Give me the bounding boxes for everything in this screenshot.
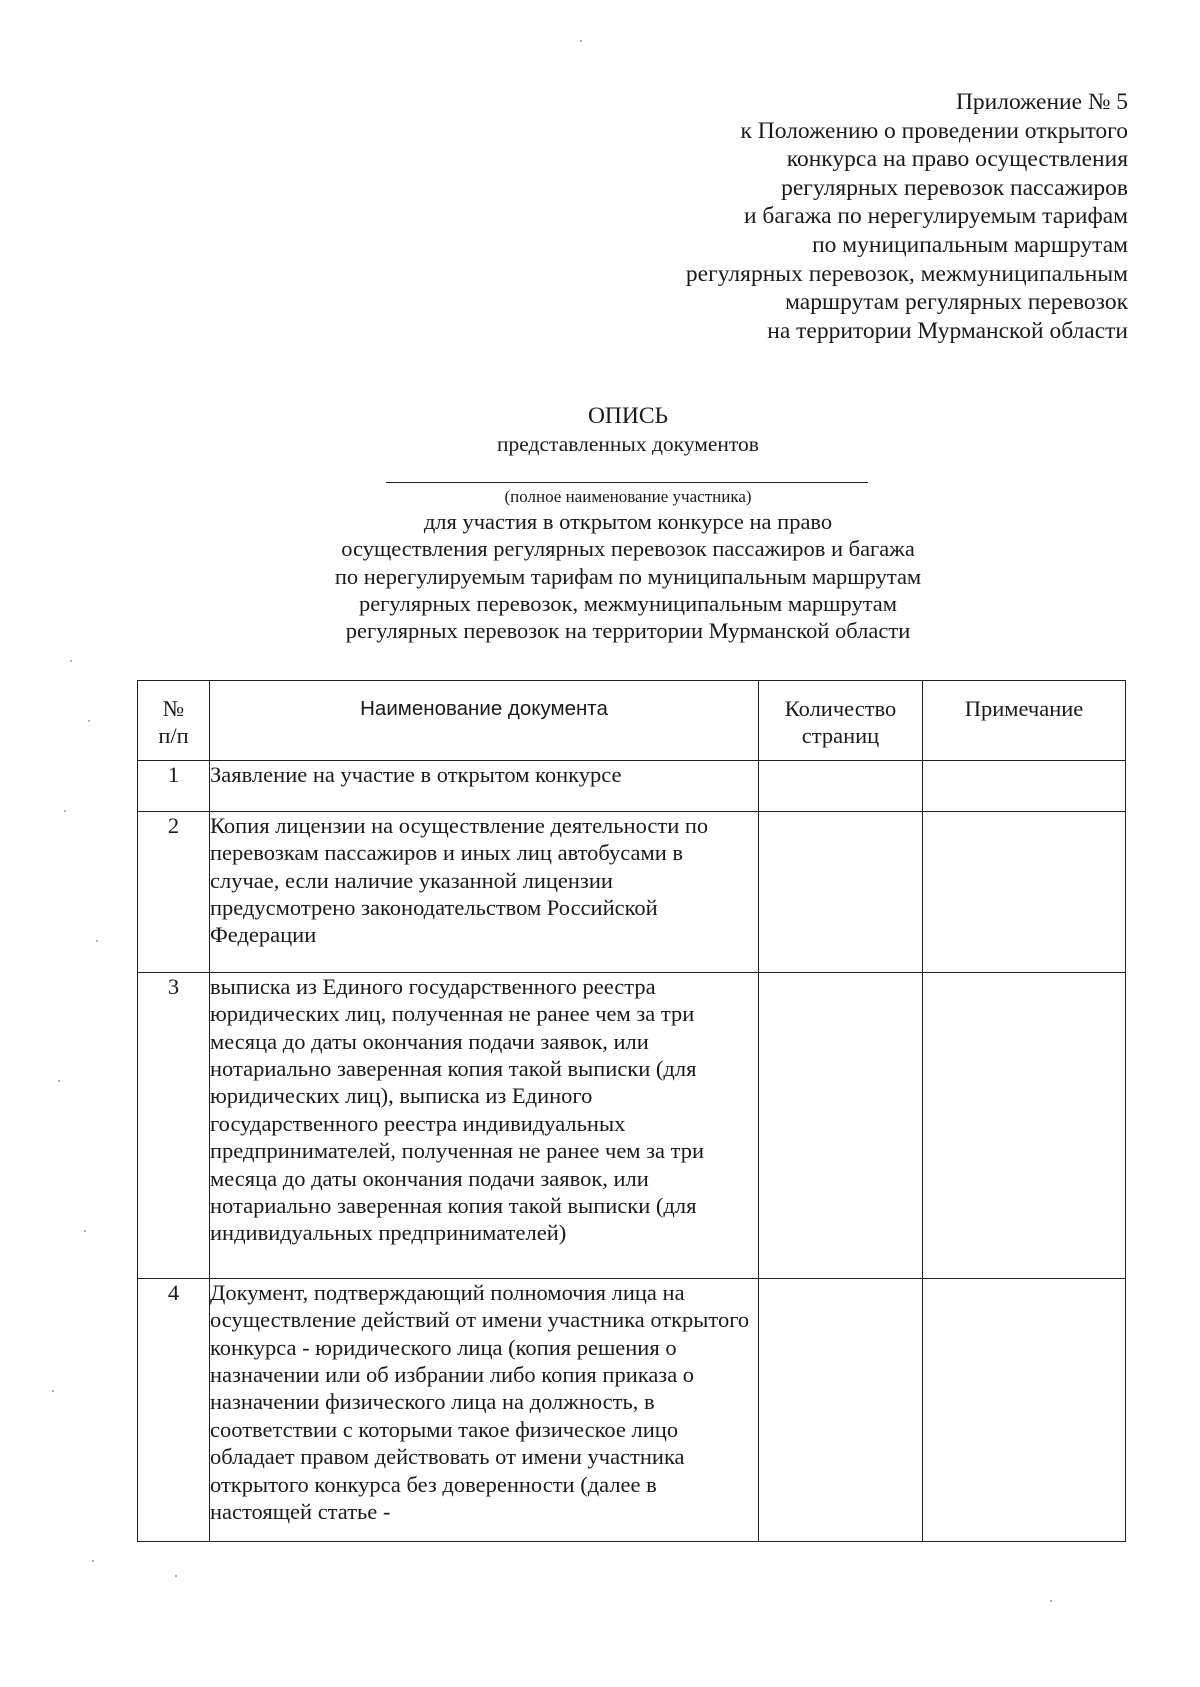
scan-speckle — [92, 1560, 94, 1562]
row-page-count — [759, 972, 923, 1278]
scan-speckle — [64, 810, 66, 812]
row-page-count — [759, 1278, 923, 1541]
row-number: 2 — [138, 811, 210, 972]
scan-speckle — [58, 1080, 60, 1082]
appendix-line: конкурса на право осуществления — [786, 146, 1128, 173]
scan-speckle — [1050, 1600, 1052, 1602]
row-document-name: выписка из Единого государственного реестра юридических лиц, полученная не ранее чем за три месяца до даты окончания подачи заявок, или нотариально заверенная копия такой выписки (для юридических лиц), выписка из Единого государственного реестра индивидуальных предпринимателей, полученная не ранее чем за три месяца до даты окончания подачи заявок, или нотариально заверенная копия такой выписки (для индивидуальных предпринимателей) — [210, 972, 759, 1278]
header-document-name: Наименование документа — [210, 681, 759, 761]
header-page-count — [759, 681, 923, 761]
purpose-text — [0, 508, 1200, 644]
purpose-line: осуществления регулярных перевозок пассажиров и багажа — [341, 536, 915, 562]
row-number: 4 — [138, 1278, 210, 1541]
table-header-row — [138, 681, 1126, 761]
row-number: 1 — [138, 760, 210, 811]
scan-speckle — [70, 660, 72, 662]
row-note — [923, 972, 1126, 1278]
purpose-line: регулярных перевозок, межмуниципальным маршрутам — [358, 590, 898, 616]
row-note — [923, 1278, 1126, 1541]
table-row — [138, 811, 1126, 972]
appendix-line: на территории Мурманской области — [767, 317, 1128, 344]
documents-table — [137, 680, 1126, 1542]
document-subtitle: представленных документов — [497, 432, 759, 456]
participant-name-caption: (полное наименование участника) — [504, 487, 752, 506]
appendix-line: и багажа по нерегулируемым тарифам — [743, 203, 1128, 230]
header-page-count-line2: страниц — [801, 723, 880, 749]
appendix-reference — [568, 88, 1128, 345]
header-number — [138, 681, 210, 761]
header-page-count-line1: Количество — [784, 696, 897, 721]
appendix-line: к Положению о проведении открытого — [740, 117, 1128, 144]
row-document-name: Документ, подтверждающий полномочия лица на осуществление действий от имени участника открытого конкурса - юридического лица (копия решения о назначении или об избрании либо копия приказа о назначении физического лица на должность, в соответствии с которыми такое физическое лицо обладает правом действовать от имени участника открытого конкурса без доверенности (далее в настоящей статье - — [210, 1278, 759, 1541]
header-note: Примечание — [923, 681, 1126, 761]
scan-speckle — [52, 1390, 54, 1392]
document-title: ОПИСЬ — [587, 403, 669, 429]
purpose-line: для участия в открытом конкурсе на право — [423, 509, 833, 534]
appendix-line: по муниципальным маршрутам — [812, 231, 1128, 258]
purpose-line: по нерегулируемым тарифам по муниципальным маршрутам — [334, 563, 922, 589]
participant-name-blank — [386, 482, 868, 483]
row-note — [923, 760, 1126, 811]
appendix-line: регулярных перевозок пассажиров — [781, 174, 1128, 201]
scan-speckle — [88, 720, 90, 722]
table-row — [138, 1278, 1126, 1541]
table-row — [138, 972, 1126, 1278]
row-note — [923, 811, 1126, 972]
appendix-line: Приложение № 5 — [955, 89, 1128, 115]
row-document-name: Заявление на участие в открытом конкурсе — [210, 760, 759, 811]
scan-speckle — [175, 1575, 177, 1577]
purpose-line: регулярных перевозок на территории Мурманской области — [345, 618, 911, 644]
appendix-line: регулярных перевозок, межмуниципальным — [685, 260, 1128, 287]
appendix-line: маршрутам регулярных перевозок — [785, 289, 1128, 316]
row-number: 3 — [138, 972, 210, 1278]
row-document-name: Копия лицензии на осуществление деятельности по перевозкам пассажиров и иных лиц автобусами в случае, если наличие указанной лицензии предусмотрено законодательством Российской Федерации — [210, 811, 759, 972]
table-row — [138, 760, 1126, 811]
header-number-line1: № — [162, 696, 185, 721]
scan-speckle — [580, 40, 582, 42]
header-number-line2: п/п — [158, 723, 189, 749]
scan-speckle — [96, 940, 98, 942]
row-page-count — [759, 760, 923, 811]
scan-speckle — [84, 1230, 86, 1232]
row-page-count — [759, 811, 923, 972]
